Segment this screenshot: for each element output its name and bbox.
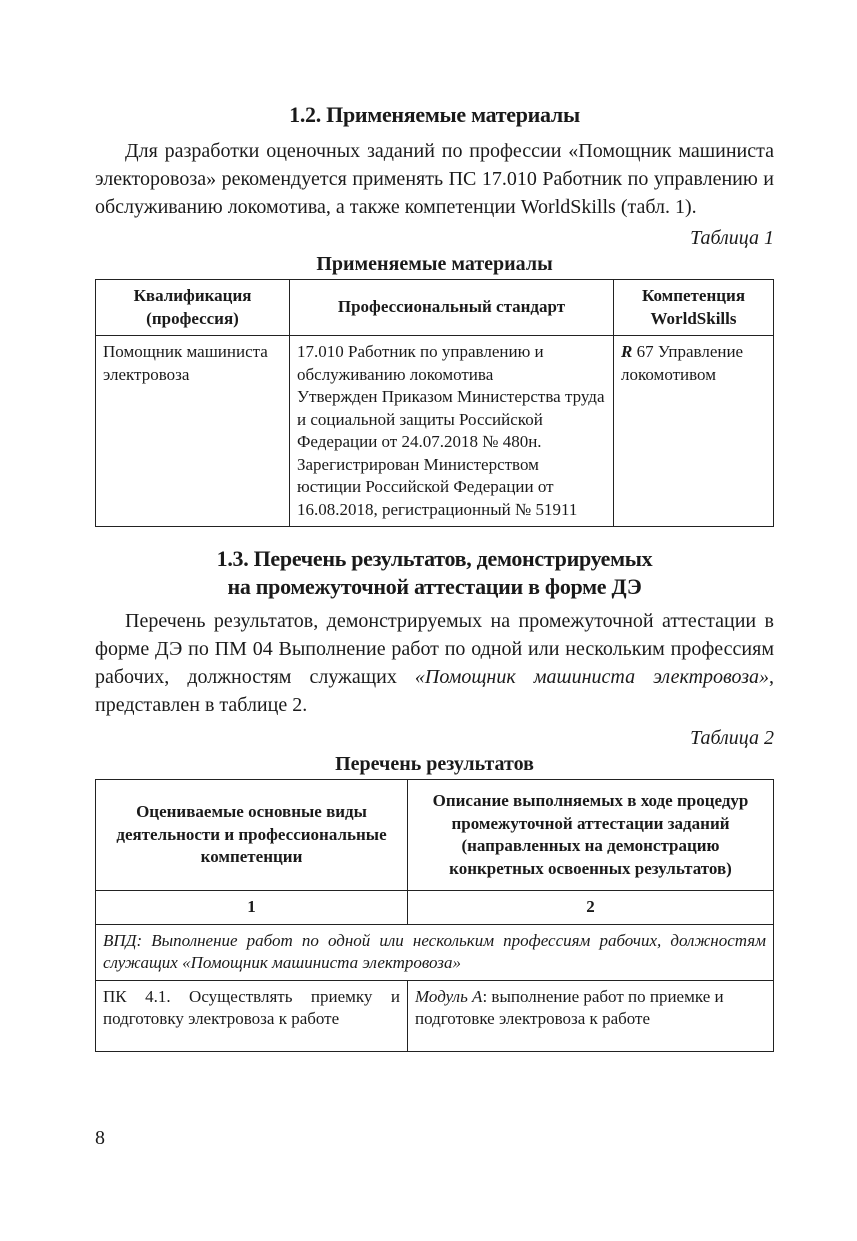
table-2-column-numbers xyxy=(96,891,774,925)
column-number-1: 1 xyxy=(96,891,408,925)
standard-title: 17.010 Работник по управлению и обслуживанию локомотива xyxy=(297,342,544,384)
table-2-label: Таблица 2 xyxy=(690,727,774,749)
table-2-header-row xyxy=(96,780,774,891)
paragraph-text: Перечень результатов, демонстрируемых на промежуточной аттестации в форме ДЭ по ПМ 04 Выполнение работ по одной или нескольким профессиям рабочих, должностям служащих xyxy=(95,610,774,688)
table-1-header-row xyxy=(96,280,774,336)
vpd-cell: ВПД: Выполнение работ по одной или нескольким профессиям рабочих, должностям служащих «Помощник машиниста электровоза» xyxy=(96,924,774,980)
competence-code: R xyxy=(621,342,633,361)
table-1-cell-standard xyxy=(290,336,614,527)
page-number: 8 xyxy=(95,1127,105,1149)
table-1-cell-competence xyxy=(614,336,774,527)
table-1-header-qualification: Квалификация (профессия) xyxy=(96,280,290,336)
table-2-header-activities: Оцениваемые основные виды деятельности и профессиональные компетенции xyxy=(96,780,408,891)
table-2 xyxy=(95,779,774,1052)
table-2-cell-competence: ПК 4.1. Осуществлять приемку и подготовку электровоза к работе xyxy=(96,980,408,1051)
section-1-2-paragraph: Для разработки оценочных заданий по профессии «Помощник машиниста электоровоза» рекомендуется применять ПС 17.010 Работник по управлению и обслуживанию локомотива, а также компетенции WorldSkills (табл. 1). xyxy=(95,140,774,218)
standard-registration: Зарегистрирован Министерством юстиции Российской Федерации от 16.08.2018, регистрационный № 51911 xyxy=(297,454,578,519)
competence-text: 67 Управление локомотивом xyxy=(621,342,744,384)
section-1-2-heading: 1.2. Применяемые материалы xyxy=(289,102,580,127)
table-1-cell-qualification: Помощник машиниста электровоза xyxy=(96,336,290,527)
standard-approval: Утвержден Приказом Министерства труда и социальной защиты Российской Федерации от 24.07.2018 № 480н. xyxy=(297,387,605,451)
table-1 xyxy=(95,279,774,527)
section-1-3-heading-line1: 1.3. Перечень результатов, демонстрируемых xyxy=(216,546,653,571)
table-1-label: Таблица 1 xyxy=(690,227,774,249)
table-2-vpd-row xyxy=(96,924,774,980)
paragraph-end-text: , представлен в таблице 2. xyxy=(95,666,775,716)
section-1-3-heading-line2: на промежуточной аттестации в форме ДЭ xyxy=(227,574,642,599)
module-label: Модуль А xyxy=(415,986,483,1006)
table-2-cell-module xyxy=(408,980,774,1051)
paragraph-italic-text: «Помощник машиниста электровоза» xyxy=(414,666,770,688)
table-row xyxy=(96,336,774,527)
column-number-2: 2 xyxy=(408,891,774,925)
table-1-header-competence: Компетенция WorldSkills xyxy=(614,280,774,336)
page xyxy=(95,0,774,1052)
table-2-header-description: Описание выполняемых в ходе процедур промежуточной аттестации заданий (направленных на демонстрацию конкретных освоенных результатов) xyxy=(408,780,774,891)
table-1-caption: Применяемые материалы xyxy=(316,253,553,275)
module-text: : выполнение работ по приемке и подготовке электровоза к работе xyxy=(415,986,724,1028)
section-1-3-paragraph xyxy=(95,607,774,719)
table-1-header-standard: Профессиональный стандарт xyxy=(290,280,614,336)
table-2-caption: Перечень результатов xyxy=(335,753,534,775)
table-row xyxy=(96,980,774,1051)
